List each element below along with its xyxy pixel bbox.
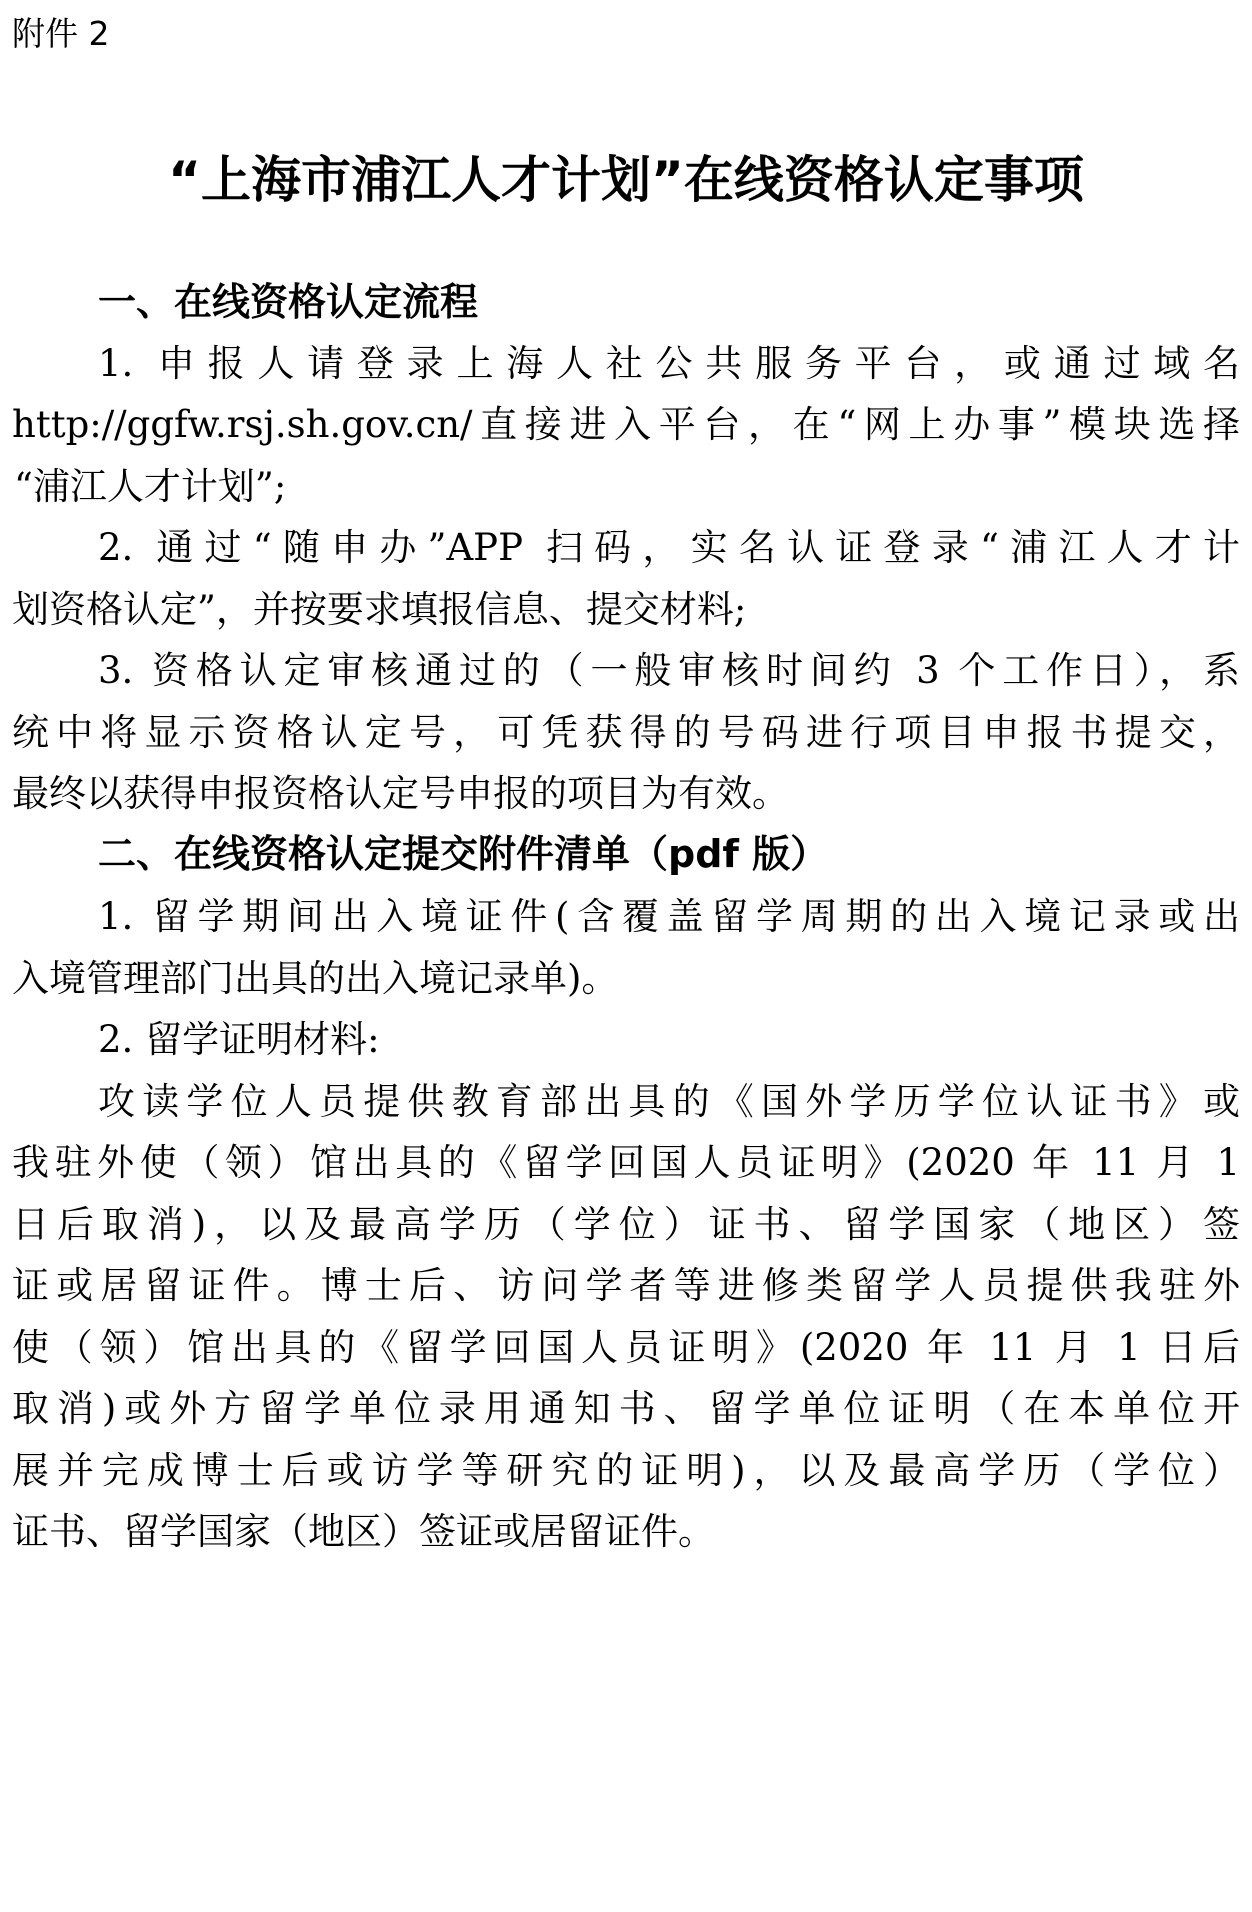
paragraph-line: 最终以获得申报资格认定号申报的项目为有效。 xyxy=(12,772,789,815)
paragraph-line: 攻读学位人员提供教育部出具的《国外学历学位认证书》或 xyxy=(98,1080,1240,1123)
section-1-heading: 一、在线资格认定流程 xyxy=(98,280,479,324)
paragraph-line: 2. 通过“随申办”APP 扫码，实名认证登录“浦江人才计 xyxy=(98,526,1240,569)
paragraph-line: 日后取消)，以及最高学历（学位）证书、留学国家（地区）签 xyxy=(12,1203,1240,1246)
paragraph-line: “浦江人才计划”; xyxy=(14,465,287,508)
paragraph-line: 取消)或外方留学单位录用通知书、留学单位证明（在本单位开 xyxy=(12,1387,1240,1430)
section-2-heading: 二、在线资格认定提交附件清单（pdf 版） xyxy=(98,832,829,876)
paragraph-line: 统中将显示资格认定号，可凭获得的号码进行项目申报书提交， xyxy=(12,711,1240,754)
item-2-heading: 2. 留学证明材料: xyxy=(98,1018,380,1061)
paragraph-line: 划资格认定”，并按要求填报信息、提交材料; xyxy=(12,588,747,631)
paragraph-line: 使（领）馆出具的《留学回国人员证明》(2020 年 11 月 1 日后 xyxy=(12,1326,1240,1369)
paragraph-line: http://ggfw.rsj.sh.gov.cn/直接进入平台，在“网上办事”模块选择 xyxy=(12,403,1240,446)
paragraph-line: 入境管理部门出具的出入境记录单)。 xyxy=(12,957,619,1000)
paragraph-line: 3. 资格认定审核通过的（一般审核时间约 3 个工作日），系 xyxy=(98,649,1240,692)
paragraph-line: 证书、留学国家（地区）签证或居留证件。 xyxy=(12,1510,715,1553)
paragraph-line: 展并完成博士后或访学等研究的证明)，以及最高学历（学位） xyxy=(12,1449,1240,1492)
paragraph-line: 1. 留学期间出入境证件(含覆盖留学周期的出入境记录或出 xyxy=(98,895,1240,938)
paragraph-line: 1. 申报人请登录上海人社公共服务平台，或通过域名 xyxy=(98,342,1240,385)
attachment-label: 附件 2 xyxy=(12,14,110,53)
paragraph-line: 我驻外使（领）馆出具的《留学回国人员证明》(2020 年 11 月 1 xyxy=(12,1141,1240,1184)
paragraph-line: 证或居留证件。博士后、访问学者等进修类留学人员提供我驻外 xyxy=(12,1264,1240,1307)
document-title: “上海市浦江人才计划”在线资格认定事项 xyxy=(168,151,1084,209)
